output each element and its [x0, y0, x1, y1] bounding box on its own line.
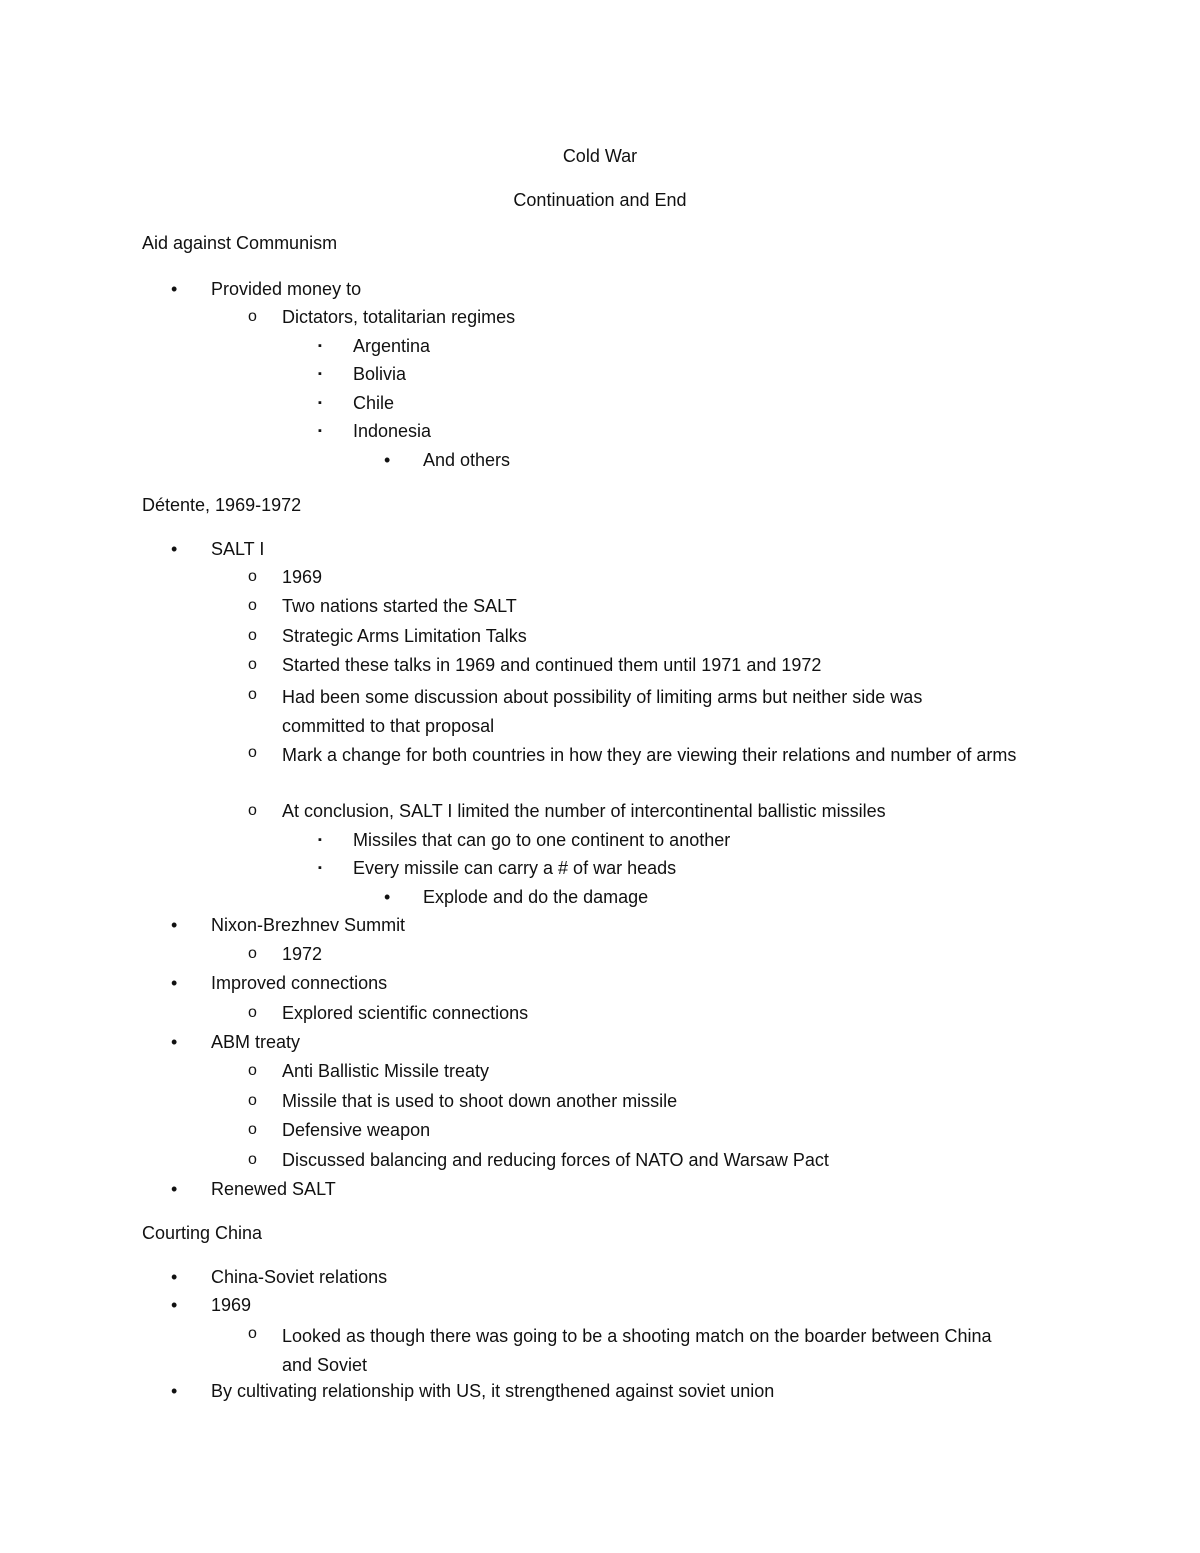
list-item	[171, 1177, 1021, 1201]
list-item-text: Provided money to	[211, 279, 362, 299]
list-item-text: Bolivia	[353, 364, 407, 384]
circle-bullet-icon: o	[248, 1325, 257, 1342]
list-item	[384, 885, 1044, 909]
section-heading: Aid against Communism	[142, 233, 338, 253]
document-subtitle: Continuation and End	[513, 190, 687, 210]
section-heading: Détente, 1969-1972	[142, 495, 302, 515]
circle-bullet-icon: o	[248, 308, 257, 325]
section-heading: Courting China	[142, 1223, 263, 1243]
list-item	[384, 448, 1044, 472]
list-item-text: Dictators, totalitarian regimes	[282, 307, 516, 327]
list-item-text: And others	[423, 450, 511, 470]
list-item	[318, 362, 1048, 386]
circle-bullet-icon: o	[248, 1121, 257, 1138]
list-item	[171, 1293, 1021, 1317]
circle-bullet-icon: o	[248, 1092, 257, 1109]
list-item	[248, 799, 1048, 823]
list-item-text: Explode and do the damage	[423, 887, 649, 907]
list-item	[248, 1118, 1048, 1142]
bullet-icon: •	[171, 973, 178, 993]
list-item	[171, 537, 1021, 561]
square-bullet-icon: ▪	[318, 368, 322, 380]
list-item	[248, 1001, 1048, 1025]
list-item	[171, 1265, 1021, 1289]
circle-bullet-icon: o	[248, 597, 257, 614]
list-item	[171, 913, 1021, 937]
list-item	[248, 741, 1058, 770]
bullet-icon: •	[171, 1179, 178, 1199]
list-item-text: Improved connections	[211, 973, 388, 993]
circle-bullet-icon: o	[248, 1004, 257, 1021]
circle-bullet-icon: o	[248, 627, 257, 644]
list-item-text: Strategic Arms Limitation Talks	[282, 626, 527, 646]
bullet-icon: •	[171, 1295, 178, 1315]
list-item	[171, 971, 1021, 995]
list-item-text: SALT I	[211, 539, 265, 559]
list-item	[248, 1059, 1048, 1083]
circle-bullet-icon: o	[248, 945, 257, 962]
list-item-text: Looked as though there was going to be a shooting match on the boarder between China and Soviet	[282, 1326, 992, 1375]
bullet-icon: •	[384, 450, 391, 470]
bullet-icon: •	[171, 1032, 178, 1052]
list-item-text: Two nations started the SALT	[282, 596, 517, 616]
list-item-text: Indonesia	[353, 421, 432, 441]
list-item-text: Renewed SALT	[211, 1179, 336, 1199]
list-item-text: Anti Ballistic Missile treaty	[282, 1061, 490, 1081]
list-item-text: 1969	[282, 567, 323, 587]
list-item	[248, 1089, 1048, 1113]
list-item-text: By cultivating relationship with US, it strengthened against soviet union	[211, 1381, 775, 1401]
list-item	[318, 334, 1048, 358]
list-item-text: Every missile can carry a # of war heads	[353, 858, 677, 878]
list-item	[171, 277, 1021, 301]
list-item	[248, 683, 988, 741]
list-item	[248, 624, 1048, 648]
square-bullet-icon: ▪	[318, 834, 322, 846]
list-item	[248, 1322, 1008, 1380]
list-item	[318, 419, 1048, 443]
circle-bullet-icon: o	[248, 686, 257, 703]
circle-bullet-icon: o	[248, 1062, 257, 1079]
list-item-text: China-Soviet relations	[211, 1267, 388, 1287]
list-item	[171, 1030, 1021, 1054]
list-item-text: At conclusion, SALT I limited the number of intercontinental ballistic missiles	[282, 801, 886, 821]
list-item-text: Missile that is used to shoot down another missile	[282, 1091, 678, 1111]
bullet-icon: •	[171, 915, 178, 935]
list-item-text: Chile	[353, 393, 395, 413]
square-bullet-icon: ▪	[318, 397, 322, 409]
list-item-text: Started these talks in 1969 and continued them until 1971 and 1972	[282, 655, 822, 675]
bullet-icon: •	[384, 887, 391, 907]
square-bullet-icon: ▪	[318, 340, 322, 352]
list-item-text: Nixon-Brezhnev Summit	[211, 915, 406, 935]
list-item-text: Defensive weapon	[282, 1120, 431, 1140]
list-item	[318, 391, 1048, 415]
list-item	[318, 828, 1048, 852]
circle-bullet-icon: o	[248, 802, 257, 819]
list-item	[248, 653, 1048, 677]
square-bullet-icon: ▪	[318, 425, 322, 437]
square-bullet-icon: ▪	[318, 862, 322, 874]
list-item-text: Argentina	[353, 336, 431, 356]
bullet-icon: •	[171, 1381, 178, 1401]
bullet-icon: •	[171, 539, 178, 559]
list-item-text: Explored scientific connections	[282, 1003, 529, 1023]
list-item	[248, 594, 1048, 618]
circle-bullet-icon: o	[248, 744, 257, 761]
list-item-text: Discussed balancing and reducing forces of NATO and Warsaw Pact	[282, 1150, 829, 1170]
circle-bullet-icon: o	[248, 656, 257, 673]
document-title: Cold War	[562, 146, 638, 166]
list-item	[171, 1379, 1021, 1403]
list-item-text: 1972	[282, 944, 323, 964]
list-item-text: Mark a change for both countries in how they are viewing their relations and number of arms	[282, 745, 1017, 765]
list-item	[248, 1148, 1048, 1172]
list-item	[248, 942, 1048, 966]
bullet-icon: •	[171, 1267, 178, 1287]
list-item-text: ABM treaty	[211, 1032, 301, 1052]
list-item-text: Had been some discussion about possibility of limiting arms but neither side was committed to that proposal	[282, 687, 923, 736]
list-item-text: Missiles that can go to one continent to another	[353, 830, 731, 850]
circle-bullet-icon: o	[248, 568, 257, 585]
list-item	[318, 856, 1048, 880]
bullet-icon: •	[171, 279, 178, 299]
circle-bullet-icon: o	[248, 1151, 257, 1168]
list-item-text: 1969	[211, 1295, 252, 1315]
list-item	[248, 565, 1048, 589]
list-item	[248, 305, 1048, 329]
